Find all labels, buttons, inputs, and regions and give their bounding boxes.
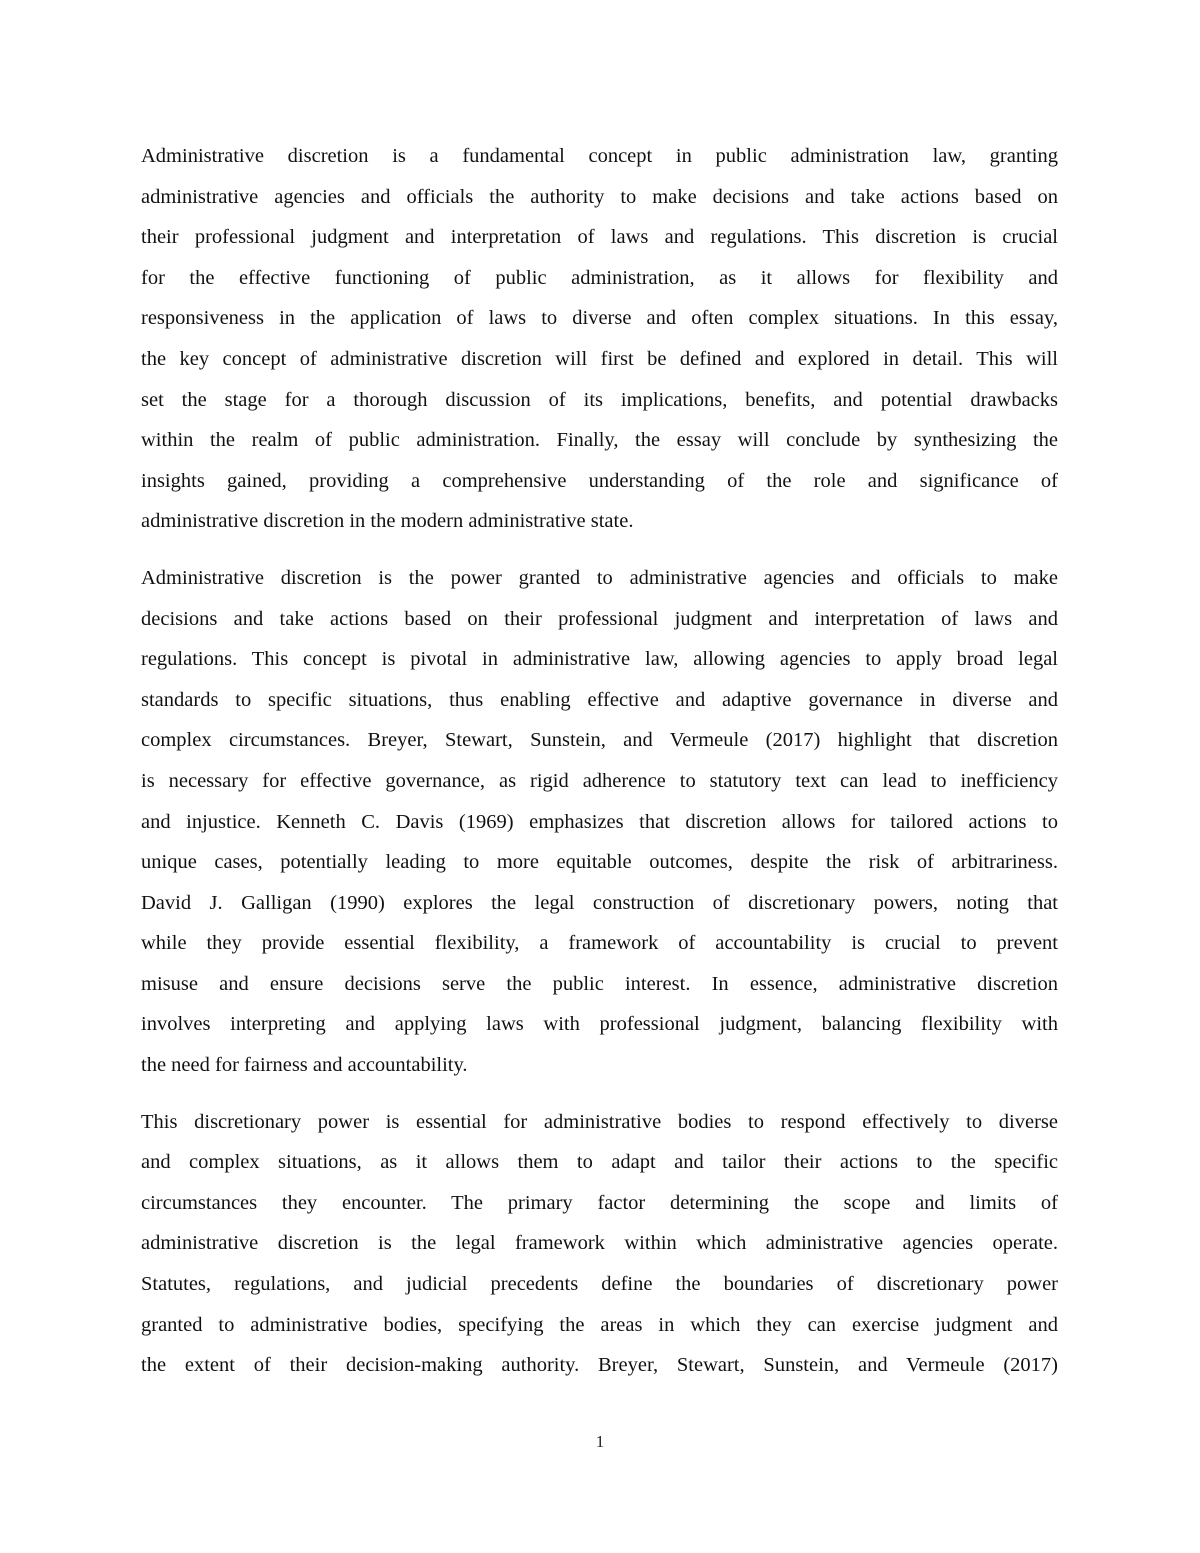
text-line: the extent of their decision-making authority. Breyer, Stewart, Sunstein, and Vermeule (2017) (141, 1354, 1058, 1377)
paragraph (141, 1102, 1058, 1386)
document-body (141, 136, 1058, 1402)
paragraph (141, 558, 1058, 1086)
text-line: unique cases, potentially leading to more equitable outcomes, despite the risk of arbitrariness. (141, 851, 1058, 874)
text-line: standards to specific situations, thus enabling effective and adaptive governance in diverse and (141, 688, 1058, 711)
text-line: misuse and ensure decisions serve the public interest. In essence, administrative discretion (141, 972, 1058, 995)
text-line: administrative discretion in the modern administrative state. (141, 510, 634, 533)
text-line: is necessary for effective governance, as rigid adherence to statutory text can lead to inefficiency (141, 769, 1058, 792)
page-number: 1 (595, 1432, 605, 1451)
text-line: involves interpreting and applying laws with professional judgment, balancing flexibility with (141, 1013, 1058, 1036)
text-line: regulations. This concept is pivotal in administrative law, allowing agencies to apply broad legal (141, 648, 1058, 671)
text-line: decisions and take actions based on their professional judgment and interpretation of laws and (141, 607, 1058, 630)
text-line: and injustice. Kenneth C. Davis (1969) emphasizes that discretion allows for tailored actions to (141, 810, 1058, 833)
text-line: circumstances they encounter. The primary factor determining the scope and limits of (141, 1191, 1058, 1214)
text-line: David J. Galligan (1990) explores the legal construction of discretionary powers, noting that (141, 891, 1058, 914)
text-line: insights gained, providing a comprehensive understanding of the role and significance of (141, 469, 1058, 492)
text-line: administrative agencies and officials the authority to make decisions and take actions based on (141, 185, 1058, 208)
text-line: while they provide essential flexibility, a framework of accountability is crucial to prevent (141, 932, 1058, 955)
text-line: their professional judgment and interpretation of laws and regulations. This discretion is crucial (141, 226, 1058, 249)
text-line: set the stage for a thorough discussion of its implications, benefits, and potential drawbacks (141, 388, 1058, 411)
text-line: the need for fairness and accountability. (141, 1054, 468, 1077)
text-line: Administrative discretion is the power granted to administrative agencies and officials to make (141, 566, 1058, 589)
text-line: Administrative discretion is a fundamental concept in public administration law, granting (141, 145, 1058, 167)
text-line: responsiveness in the application of laws to diverse and often complex situations. In this essay, (141, 307, 1058, 330)
text-line: This discretionary power is essential for administrative bodies to respond effectively to diverse (141, 1110, 1058, 1133)
text-line: administrative discretion is the legal framework within which administrative agencies operate. (141, 1232, 1058, 1255)
text-line: complex circumstances. Breyer, Stewart, Sunstein, and Vermeule (2017) highlight that discretion (141, 729, 1058, 752)
paragraph (141, 136, 1058, 542)
text-line: within the realm of public administration. Finally, the essay will conclude by synthesizing the (141, 429, 1058, 452)
text-line: and complex situations, as it allows them to adapt and tailor their actions to the specific (141, 1151, 1058, 1174)
text-line: the key concept of administrative discretion will first be defined and explored in detail. This will (141, 347, 1058, 370)
text-line: granted to administrative bodies, specifying the areas in which they can exercise judgment and (141, 1313, 1058, 1336)
text-line: for the effective functioning of public administration, as it allows for flexibility and (141, 266, 1058, 289)
text-line: Statutes, regulations, and judicial precedents define the boundaries of discretionary power (141, 1273, 1058, 1296)
